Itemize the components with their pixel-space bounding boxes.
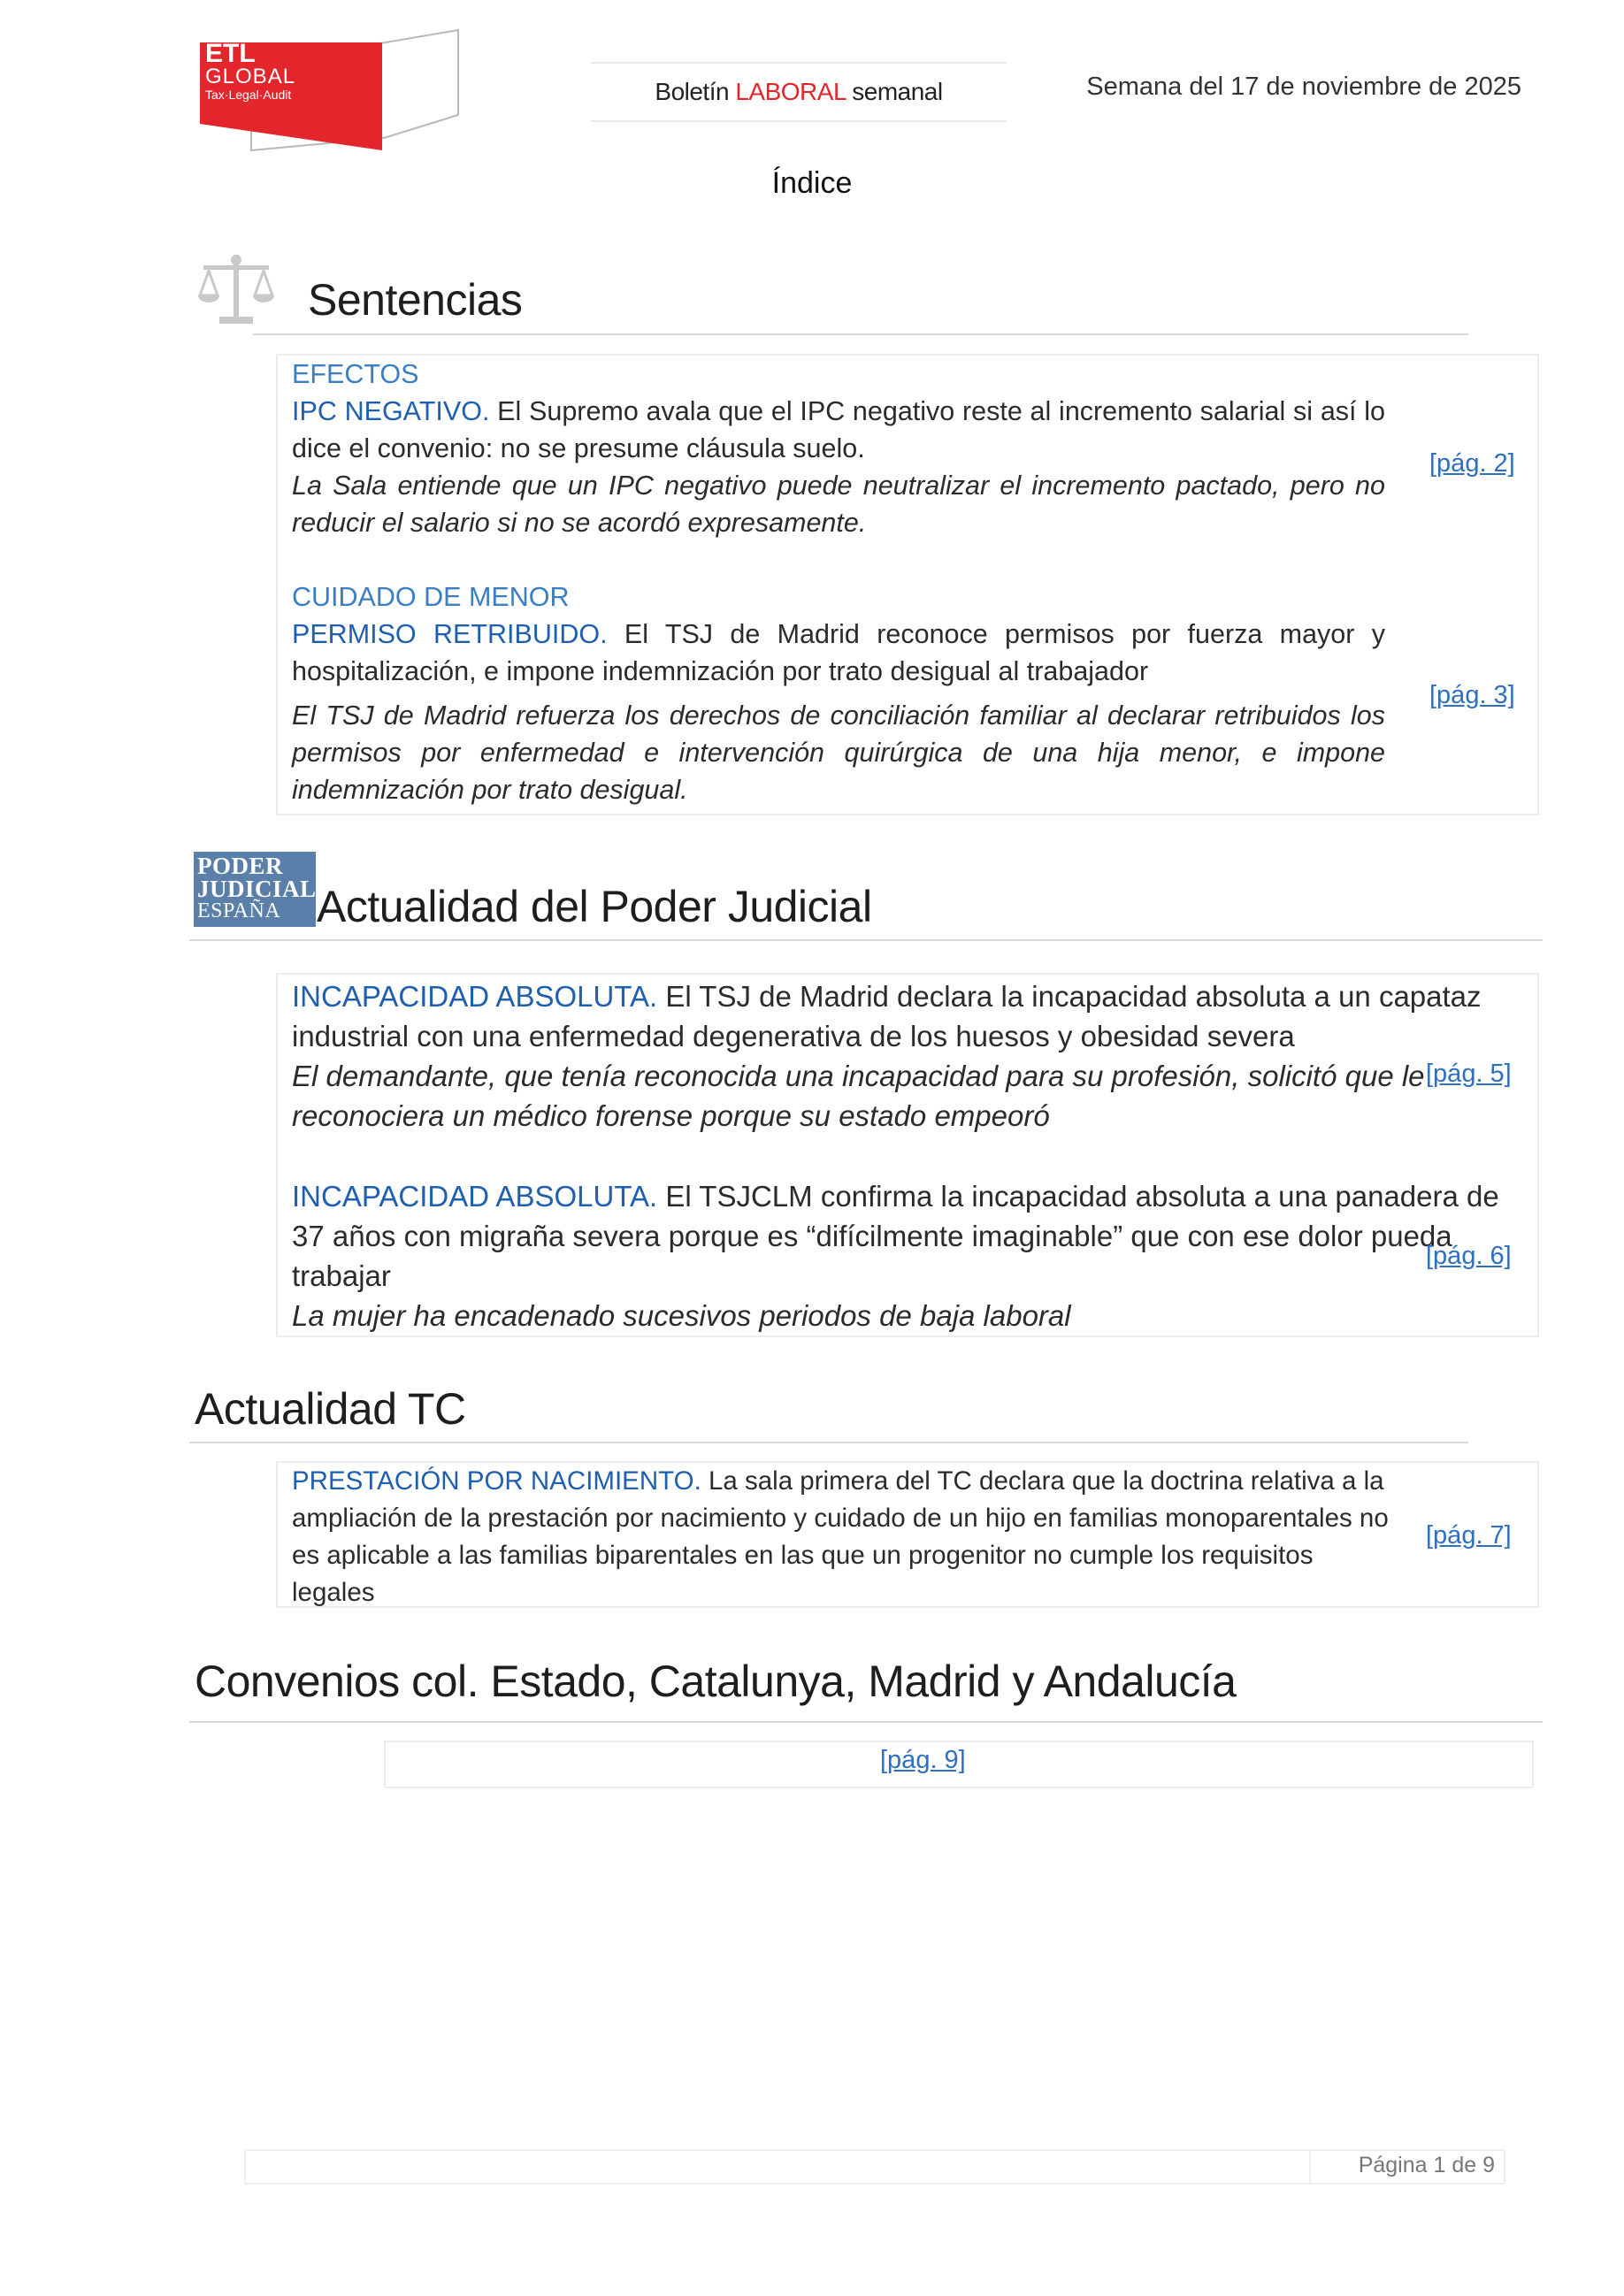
section-rule: [189, 939, 1543, 941]
bulletin-title: Boletín LABORAL semanal: [591, 62, 1007, 122]
entry-topic: EFECTOS: [292, 359, 419, 389]
entry-incapacidad-panadera: INCAPACIDAD ABSOLUTA. El TSJCLM confirma la incapacidad absoluta a una panadera de 37 años con migraña severa porque es “difícilmente imaginable” que con ese dolor pueda trabajar La mujer ha encadenado sucesivos periodos de baja laboral: [292, 1180, 1499, 1332]
entry-keyword: IPC NEGATIVO.: [292, 396, 490, 426]
entry-permiso-retribuido: [292, 578, 1385, 808]
entry-keyword: PERMISO RETRIBUIDO.: [292, 619, 608, 649]
entry-prestacion-nacimiento: [292, 1463, 1389, 1611]
section-rule: [189, 1721, 1543, 1723]
section-rule: [189, 1442, 1468, 1443]
entry-keyword: INCAPACIDAD ABSOLUTA.: [292, 1180, 658, 1213]
section-title-tc: Actualidad TC: [195, 1384, 466, 1434]
page-link-6[interactable]: [pág. 6]: [1426, 1242, 1512, 1270]
entry-headline: El TSJ de Madrid reconoce permisos por fuerza mayor y hospitalización, e impone indemnización por trato desigual al trabajador: [292, 619, 1385, 686]
entry-topic: CUIDADO DE MENOR: [292, 582, 570, 612]
page-link-9[interactable]: [pág. 9]: [880, 1746, 966, 1774]
footer-box: [244, 2149, 1505, 2185]
page-link-5[interactable]: [pág. 5]: [1426, 1060, 1512, 1088]
bulletin-highlight: LABORAL: [735, 78, 846, 105]
svg-text:ETL: ETL: [205, 39, 256, 68]
entry-headline: La sala primera del TC declara que la doctrina relativa a la ampliación de la prestación por nacimiento y cuidado de un hijo en familias monoparentales no es aplicable a las familias biparentales en las que un progenitor no cumple los requisitos legales: [292, 1466, 1389, 1607]
section-title-poder-judicial: Actualidad del Poder Judicial: [317, 882, 872, 931]
entry-ipc-negativo: [292, 356, 1385, 541]
scales-of-justice-icon: [196, 251, 276, 327]
section-title-convenios: Convenios col. Estado, Catalunya, Madrid y Andalucía: [195, 1657, 1237, 1706]
svg-text:GLOBAL: GLOBAL: [205, 65, 296, 88]
entry-keyword: PRESTACIÓN POR NACIMIENTO.: [292, 1466, 701, 1496]
svg-text:Tax·Legal·Audit: Tax·Legal·Audit: [205, 88, 292, 102]
entry-keyword: INCAPACIDAD ABSOLUTA.: [292, 980, 658, 1013]
section-rule: [253, 333, 1468, 335]
index-heading: Índice: [771, 166, 853, 200]
etl-global-logo: [196, 27, 462, 156]
section-title-sentencias: Sentencias: [308, 275, 523, 325]
entry-incapacidad-capataz: INCAPACIDAD ABSOLUTA. El TSJ de Madrid declara la incapacidad absoluta a un capataz industrial con una enfermedad degenerativa de los huesos y obesidad severa El demandante, que tenía reconocida una incapacidad para su profesión, solicitó que le reconociera un médico forense porque su estado empeoró: [292, 980, 1482, 1132]
entry-summary: El TSJ de Madrid refuerza los derechos de conciliación familiar al declarar retribuidos los permisos por enfermedad e intervención quirúrgica de una hija menor, e impone indemnización por trato desigual.: [292, 700, 1385, 805]
page-link-2[interactable]: [pág. 2]: [1429, 449, 1515, 478]
entry-summary: La Sala entiende que un IPC negativo puede neutralizar el incremento pactado, pero no reducir el salario si no se acordó expresamente.: [292, 471, 1385, 538]
entry-headline: El Supremo avala que el IPC negativo reste al incremento salarial si así lo dice el convenio: no se presume cláusula suelo.: [292, 396, 1385, 463]
page-link-3[interactable]: [pág. 3]: [1429, 681, 1515, 709]
week-date: Semana del 17 de noviembre de 2025: [1086, 73, 1521, 101]
page-number: Página 1 de 9: [1358, 2153, 1495, 2177]
footer-divider: [1309, 2149, 1311, 2185]
poder-judicial-logo: PODER JUDICIAL ESPAÑA: [194, 852, 316, 927]
page-link-7[interactable]: [pág. 7]: [1426, 1521, 1512, 1550]
